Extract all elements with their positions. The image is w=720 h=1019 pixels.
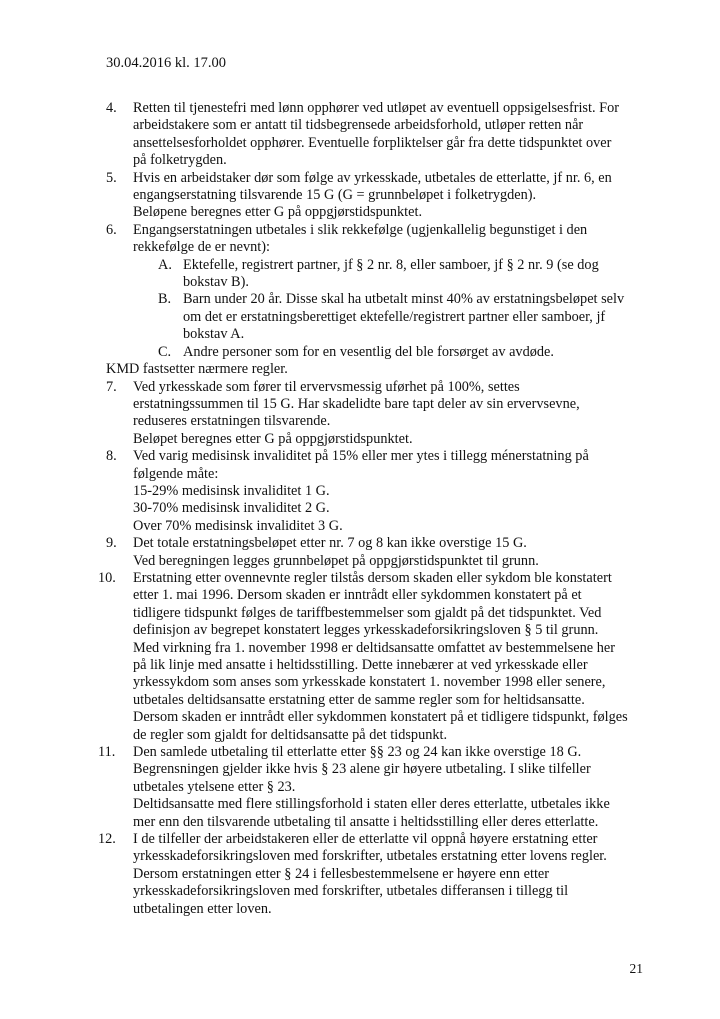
text-line: Retten til tjenestefri med lønn opphører ved utløpet av eventuell oppsigelsesfrist. For bbox=[133, 100, 619, 116]
text-line: yrkessykdom som anses som yrkesskade konstatert 1. november 1998 eller senere, bbox=[133, 674, 606, 691]
sub-item bbox=[133, 291, 646, 343]
text-line: KMD fastsetter nærmere regler. bbox=[106, 361, 288, 378]
text-line: utbetalingen etter loven. bbox=[133, 900, 272, 917]
text-line: Engangserstatningen utbetales i slik rekkefølge (ugjenkallelig begunstiget i den bbox=[133, 221, 588, 238]
text-line: Begrensningen gjelder ikke hvis § 23 alene gir høyere utbetaling. I slike tilfeller bbox=[133, 761, 591, 778]
list-item bbox=[106, 222, 646, 379]
text-line: arbeidstakere som er antatt til tidsbegrensede arbeidsforhold, utløper retten når bbox=[133, 117, 584, 134]
text-line: Beløpene beregnes etter G på oppgjørstidspunktet. bbox=[133, 204, 423, 221]
text-line: definisjon av begrepet konstatert legges yrkesskadeforsikringsloven § 5 til grunn. bbox=[133, 622, 599, 639]
text-line: Den samlede utbetaling til etterlatte etter §§ 23 og 24 kan ikke overstige 18 G. bbox=[133, 744, 582, 761]
text-line: reduseres erstatningen tilsvarende. bbox=[133, 413, 331, 430]
text-line: utbetales ytelsene etter § 23. bbox=[133, 778, 296, 795]
text-line: I de tilfeller der arbeidstakeren eller de etterlatte vil oppnå høyere erstatning etter bbox=[133, 831, 598, 848]
list-item bbox=[106, 379, 646, 449]
text-line: Dersom skaden er inntrådt eller sykdommen konstatert på et tidligere tidspunkt, følges bbox=[133, 709, 628, 726]
sub-item-letter: B. bbox=[158, 291, 172, 308]
text-line: bokstav B). bbox=[183, 274, 249, 291]
text-line: Ved varig medisinsk invaliditet på 15% eller mer ytes i tillegg ménerstatning på bbox=[133, 448, 589, 465]
sub-item bbox=[133, 257, 646, 292]
text-line: engangserstatning tilsvarende 15 G (G = grunnbeløpet i folketrygden). bbox=[133, 187, 537, 204]
text-line: Ved yrkesskade som fører til ervervsmessig uførhet på 100%, settes bbox=[133, 378, 520, 395]
sub-item-letter: A. bbox=[158, 256, 172, 273]
page-number: 21 bbox=[629, 961, 643, 976]
text-line: Ektefelle, registrert partner, jf § 2 nr. 8, eller samboer, jf § 2 nr. 9 (se dog bbox=[183, 256, 599, 273]
item-number: 8. bbox=[106, 448, 117, 465]
sub-item-letter: C. bbox=[158, 343, 172, 360]
list-item bbox=[98, 831, 646, 918]
text-line: tidligere tidspunkt følges de tariffbestemmelser som gjaldt på det tidspunktet. Ved bbox=[133, 604, 602, 621]
text-line: Over 70% medisinsk invaliditet 3 G. bbox=[133, 517, 343, 534]
text-line: erstatningssummen til 15 G. Har skadelidte bare tapt deler av sin ervervsevne, bbox=[133, 395, 580, 412]
text-line: Med virkning fra 1. november 1998 er deltidsansatte omfattet av bestemmelsene her bbox=[133, 639, 615, 656]
text-line: mer enn den tilsvarende utbetaling til ansatte i heltidsstilling eller deres etterlatte. bbox=[133, 813, 599, 830]
item-number: 4. bbox=[106, 100, 117, 116]
list-item bbox=[106, 170, 646, 222]
text-line: de regler som gjaldt for deltidsansatte på det tidspunkt. bbox=[133, 726, 448, 743]
item-number: 5. bbox=[106, 169, 117, 186]
text-line: Ved beregningen legges grunnbeløpet på oppgjørstidspunktet til grunn. bbox=[133, 552, 539, 569]
list-item bbox=[106, 448, 646, 535]
text-line: yrkesskadeforsikringsloven med forskrifter, utbetales differansen i tillegg til bbox=[133, 883, 569, 900]
list-item bbox=[106, 100, 646, 170]
text-line: 30-70% medisinsk invaliditet 2 G. bbox=[133, 500, 330, 517]
text-line: følgende måte: bbox=[133, 465, 219, 482]
text-line: Deltidsansatte med flere stillingsforhold i staten eller deres etterlatte, utbetales ikke bbox=[133, 796, 610, 813]
item-number: 12. bbox=[98, 831, 116, 848]
text-line: yrkesskadeforsikringsloven med forskrifter, utbetales erstatning etter lovens regler. bbox=[133, 848, 607, 865]
item-number: 9. bbox=[106, 535, 117, 552]
item-number: 11. bbox=[98, 744, 116, 761]
text-line: Erstatning etter ovennevnte regler tilstås dersom skaden eller sykdom ble konstatert bbox=[133, 569, 612, 586]
text-line: etter 1. mai 1996. Dersom skaden er inntrådt eller sykdommen konstatert på et bbox=[133, 587, 582, 604]
item-number: 10. bbox=[98, 569, 116, 586]
text-line: Det totale erstatningsbeløpet etter nr. 7 og 8 kan ikke overstige 15 G. bbox=[133, 535, 527, 552]
text-line: 15-29% medisinsk invaliditet 1 G. bbox=[133, 482, 330, 499]
text-line: på lik linje med ansatte i heltidsstilling. Dette innebærer at ved yrkesskade eller bbox=[133, 657, 588, 673]
text-line: på folketrygden. bbox=[133, 152, 227, 169]
sub-item bbox=[133, 344, 646, 361]
text-line: Hvis en arbeidstaker dør som følge av yrkesskade, utbetales de etterlatte, jf nr. 6, en bbox=[133, 169, 612, 186]
text-line: ansettelsesforholdet opphører. Eventuelle forpliktelser går fra dette tidspunktet over bbox=[133, 134, 612, 151]
text-line: rekkefølge de er nevnt): bbox=[133, 239, 270, 256]
text-line: utbetales deltidsansatte erstatning etter de samme regler som for heltidsansatte. bbox=[133, 691, 585, 708]
text-line: Dersom erstatningen etter § 24 i fellesbestemmelsene er høyere enn etter bbox=[133, 865, 550, 882]
list-item bbox=[98, 744, 646, 831]
list-item bbox=[98, 569, 646, 744]
list-item bbox=[106, 535, 646, 570]
text-line: Beløpet beregnes etter G på oppgjørstidspunktet. bbox=[133, 430, 413, 447]
document-body bbox=[98, 100, 646, 918]
text-line: Barn under 20 år. Disse skal ha utbetalt minst 40% av erstatningsbeløpet selv bbox=[183, 291, 625, 308]
text-line: om det er erstatningsberettiget ektefelle/registrert partner eller samboer, jf bbox=[183, 308, 606, 325]
item-number: 6. bbox=[106, 221, 117, 238]
item-number: 7. bbox=[106, 378, 117, 395]
page-header-date: 30.04.2016 kl. 17.00 bbox=[106, 55, 227, 71]
text-line: Andre personer som for en vesentlig del ble forsørget av avdøde. bbox=[183, 343, 554, 360]
text-line: bokstav A. bbox=[183, 326, 245, 343]
